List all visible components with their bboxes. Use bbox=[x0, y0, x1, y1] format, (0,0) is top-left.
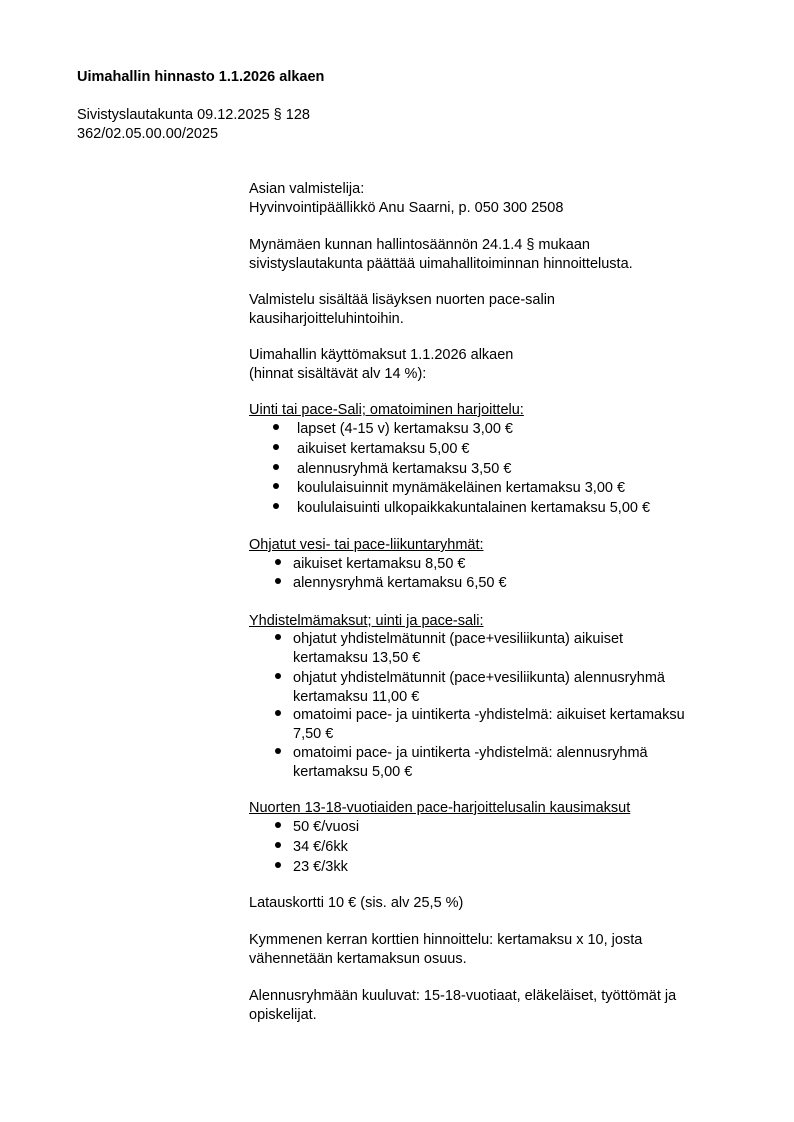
bullet-icon bbox=[275, 748, 281, 754]
list-item-text: aikuiset kertamaksu 5,00 € bbox=[297, 441, 470, 457]
list-item-text: alennusryhmä kertamaksu 3,50 € bbox=[297, 461, 512, 477]
list-item-text: omatoimi pace- ja uintikerta -yhdistelmä: aikuiset kertamaksu bbox=[293, 707, 685, 723]
section-4-heading: Nuorten 13-18-vuotiaiden pace-harjoittelusalin kausimaksut bbox=[249, 800, 631, 816]
authority-line-2: sivistyslautakunta päättää uimahallitoiminnan hinnoittelusta. bbox=[249, 256, 633, 272]
list-item-text: koululaisuinnit mynämäkeläinen kertamaksu 3,00 € bbox=[297, 480, 626, 496]
bullet-icon bbox=[275, 710, 281, 716]
list-item-text: 34 €/6kk bbox=[293, 839, 348, 855]
fees-intro-line-2: (hinnat sisältävät alv 14 %): bbox=[249, 366, 427, 382]
list-item-text: 50 €/vuosi bbox=[293, 819, 360, 835]
list-item-text-cont: kertamaksu 5,00 € bbox=[293, 764, 413, 780]
bullet-icon bbox=[275, 634, 281, 640]
bullet-icon bbox=[275, 842, 281, 848]
bullet-icon bbox=[273, 424, 279, 430]
list-item-text: aikuiset kertamaksu 8,50 € bbox=[293, 556, 466, 572]
bullet-icon bbox=[273, 503, 279, 509]
list-item-text: alennysryhmä kertamaksu 6,50 € bbox=[293, 575, 507, 591]
ten-card-line-2: vähennetään kertamaksun osuus. bbox=[249, 951, 467, 967]
section-1-heading: Uinti tai pace-Sali; omatoiminen harjoittelu: bbox=[249, 402, 524, 418]
bullet-icon bbox=[275, 578, 281, 584]
preparation-line-2: kausiharjoitteluhintoihin. bbox=[249, 311, 404, 327]
list-item-text: ohjatut yhdistelmätunnit (pace+vesiliikunta) aikuiset bbox=[293, 631, 624, 647]
bullet-icon bbox=[275, 673, 281, 679]
ten-card-line-1: Kymmenen kerran korttien hinnoittelu: kertamaksu x 10, josta bbox=[249, 932, 643, 948]
discount-group-line-2: opiskelijat. bbox=[249, 1007, 317, 1023]
list-item-text: omatoimi pace- ja uintikerta -yhdistelmä: alennusryhmä bbox=[293, 745, 648, 761]
list-item-text-cont: 7,50 € bbox=[293, 726, 334, 742]
fees-intro-line-1: Uimahallin käyttömaksut 1.1.2026 alkaen bbox=[249, 347, 514, 363]
bullet-icon bbox=[273, 464, 279, 470]
bullet-icon bbox=[275, 862, 281, 868]
list-item-text-cont: kertamaksu 11,00 € bbox=[293, 689, 420, 705]
list-item-text: lapset (4-15 v) kertamaksu 3,00 € bbox=[297, 421, 513, 437]
load-card-price: Latauskortti 10 € (sis. alv 25,5 %) bbox=[249, 895, 464, 911]
bullet-icon bbox=[273, 444, 279, 450]
meeting-reference: Sivistyslautakunta 09.12.2025 § 128 bbox=[77, 107, 310, 123]
bullet-icon bbox=[275, 559, 281, 565]
preparer-label: Asian valmistelija: bbox=[249, 181, 365, 197]
list-item-text: koululaisuinti ulkopaikkakuntalainen kertamaksu 5,00 € bbox=[297, 500, 651, 516]
bullet-icon bbox=[275, 822, 281, 828]
list-item-text-cont: kertamaksu 13,50 € bbox=[293, 650, 421, 666]
section-2-heading: Ohjatut vesi- tai pace-liikuntaryhmät: bbox=[249, 537, 484, 553]
discount-group-line-1: Alennusryhmään kuuluvat: 15-18-vuotiaat, eläkeläiset, työttömät ja bbox=[249, 988, 677, 1004]
diary-number: 362/02.05.00.00/2025 bbox=[77, 126, 219, 142]
preparation-line-1: Valmistelu sisältää lisäyksen nuorten pace-salin bbox=[249, 292, 555, 308]
preparer-name: Hyvinvointipäällikkö Anu Saarni, p. 050 300 2508 bbox=[249, 200, 564, 216]
document-title: Uimahallin hinnasto 1.1.2026 alkaen bbox=[77, 69, 325, 85]
bullet-icon bbox=[273, 483, 279, 489]
section-3-heading: Yhdistelmämaksut; uinti ja pace-sali: bbox=[249, 613, 484, 629]
authority-line-1: Mynämäen kunnan hallintosäännön 24.1.4 § mukaan bbox=[249, 237, 590, 253]
list-item-text: ohjatut yhdistelmätunnit (pace+vesiliikunta) alennusryhmä bbox=[293, 670, 665, 686]
list-item-text: 23 €/3kk bbox=[293, 859, 348, 875]
